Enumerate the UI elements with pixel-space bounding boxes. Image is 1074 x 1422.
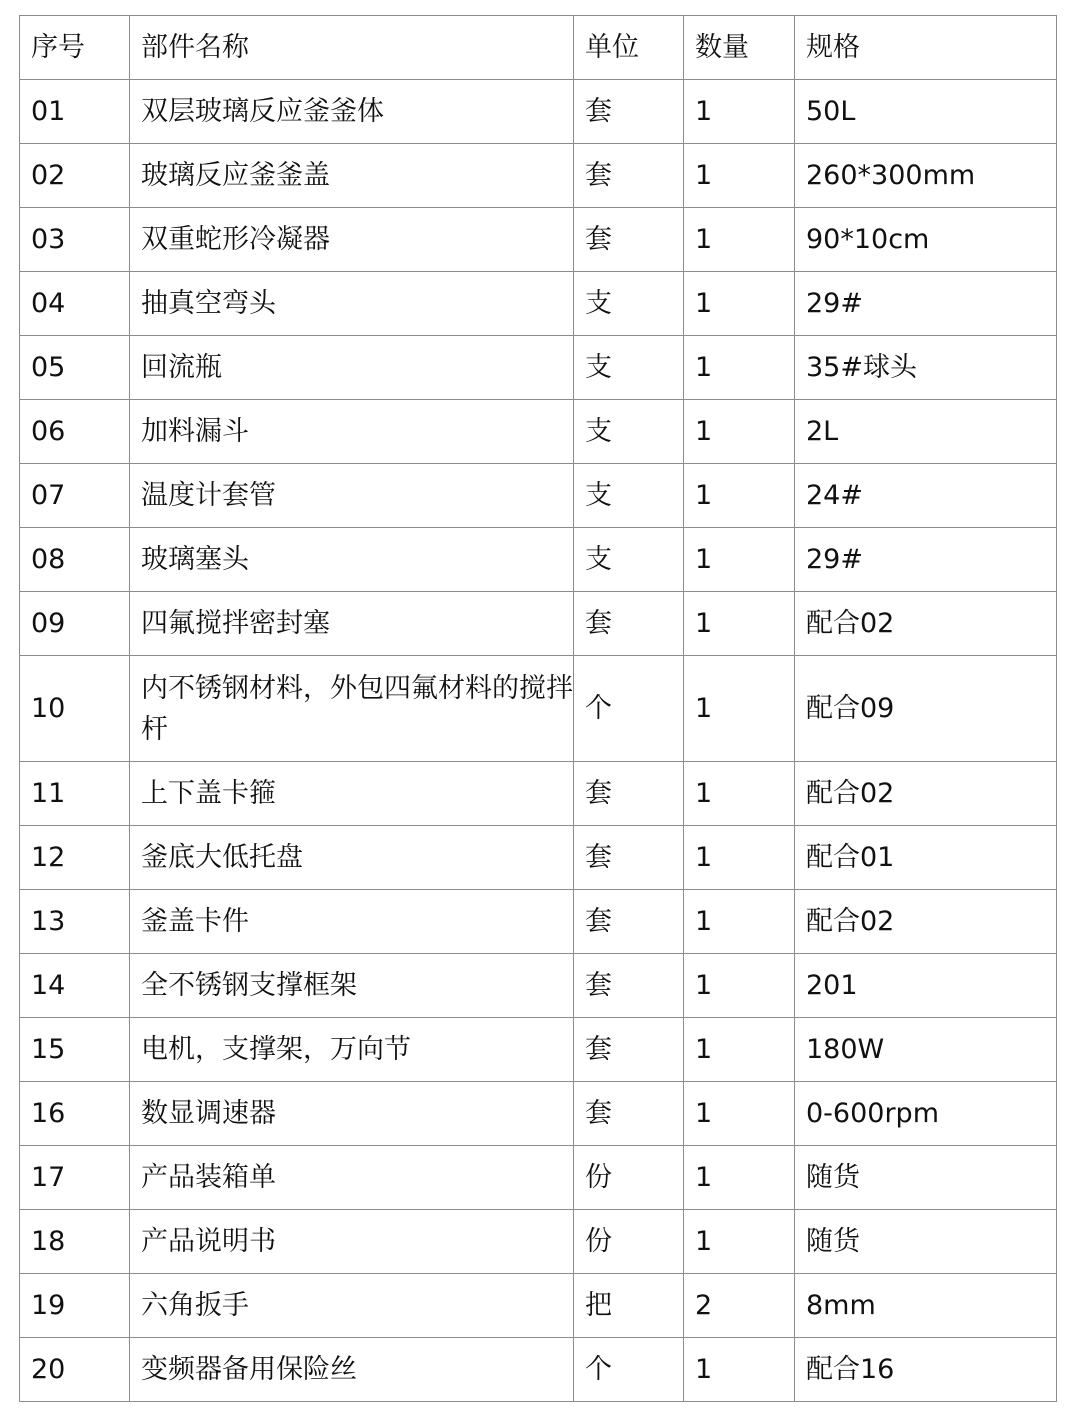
cell-no: 03 xyxy=(20,208,130,272)
cell-name: 内不锈钢材料，外包四氟材料的搅拌杆 xyxy=(130,656,574,762)
cell-no: 14 xyxy=(20,954,130,1018)
cell-no: 18 xyxy=(20,1210,130,1274)
cell-no: 01 xyxy=(20,80,130,144)
cell-no: 06 xyxy=(20,400,130,464)
cell-unit: 把 xyxy=(574,1274,684,1338)
cell-unit: 套 xyxy=(574,208,684,272)
cell-name: 四氟搅拌密封塞 xyxy=(130,592,574,656)
cell-unit: 支 xyxy=(574,528,684,592)
cell-unit: 支 xyxy=(574,464,684,528)
cell-unit: 份 xyxy=(574,1146,684,1210)
header-cell-qty: 数量 xyxy=(684,16,795,80)
cell-name: 温度计套管 xyxy=(130,464,574,528)
cell-spec: 50L xyxy=(795,80,1057,144)
cell-spec: 24# xyxy=(795,464,1057,528)
table-row xyxy=(20,954,1057,1018)
cell-qty: 2 xyxy=(684,1274,795,1338)
table-row xyxy=(20,1274,1057,1338)
cell-spec: 配合02 xyxy=(795,762,1057,826)
cell-name: 玻璃反应釜釜盖 xyxy=(130,144,574,208)
cell-name: 产品说明书 xyxy=(130,1210,574,1274)
cell-name: 加料漏斗 xyxy=(130,400,574,464)
table-header-row xyxy=(20,16,1057,80)
cell-spec: 35#球头 xyxy=(795,336,1057,400)
cell-unit: 套 xyxy=(574,1082,684,1146)
cell-qty: 1 xyxy=(684,528,795,592)
table-row xyxy=(20,528,1057,592)
table-row xyxy=(20,144,1057,208)
cell-qty: 1 xyxy=(684,144,795,208)
cell-unit: 套 xyxy=(574,954,684,1018)
cell-spec: 29# xyxy=(795,528,1057,592)
cell-unit: 套 xyxy=(574,762,684,826)
parts-list-table xyxy=(19,15,1057,1402)
cell-name: 釜底大低托盘 xyxy=(130,826,574,890)
cell-no: 15 xyxy=(20,1018,130,1082)
cell-spec: 配合02 xyxy=(795,592,1057,656)
table-row xyxy=(20,1338,1057,1402)
cell-spec: 配合01 xyxy=(795,826,1057,890)
cell-no: 04 xyxy=(20,272,130,336)
cell-qty: 1 xyxy=(684,272,795,336)
table-row xyxy=(20,826,1057,890)
cell-spec: 随货 xyxy=(795,1146,1057,1210)
table-row xyxy=(20,1018,1057,1082)
cell-name: 玻璃塞头 xyxy=(130,528,574,592)
cell-spec: 180W xyxy=(795,1018,1057,1082)
cell-qty: 1 xyxy=(684,464,795,528)
cell-no: 16 xyxy=(20,1082,130,1146)
cell-qty: 1 xyxy=(684,400,795,464)
cell-no: 09 xyxy=(20,592,130,656)
cell-name: 数显调速器 xyxy=(130,1082,574,1146)
cell-no: 17 xyxy=(20,1146,130,1210)
cell-unit: 份 xyxy=(574,1210,684,1274)
cell-name: 上下盖卡箍 xyxy=(130,762,574,826)
cell-qty: 1 xyxy=(684,890,795,954)
cell-spec: 随货 xyxy=(795,1210,1057,1274)
cell-qty: 1 xyxy=(684,592,795,656)
table-row xyxy=(20,656,1057,762)
cell-no: 10 xyxy=(20,656,130,762)
cell-name: 双层玻璃反应釜釜体 xyxy=(130,80,574,144)
cell-no: 05 xyxy=(20,336,130,400)
cell-unit: 套 xyxy=(574,826,684,890)
parts-table-body xyxy=(20,16,1057,1402)
cell-qty: 1 xyxy=(684,1210,795,1274)
cell-qty: 1 xyxy=(684,656,795,762)
cell-name: 回流瓶 xyxy=(130,336,574,400)
table-row xyxy=(20,890,1057,954)
cell-qty: 1 xyxy=(684,336,795,400)
cell-qty: 1 xyxy=(684,1018,795,1082)
cell-spec: 29# xyxy=(795,272,1057,336)
header-cell-name: 部件名称 xyxy=(130,16,574,80)
cell-unit: 套 xyxy=(574,890,684,954)
cell-unit: 支 xyxy=(574,400,684,464)
cell-unit: 支 xyxy=(574,272,684,336)
cell-unit: 套 xyxy=(574,592,684,656)
cell-qty: 1 xyxy=(684,762,795,826)
table-row xyxy=(20,1082,1057,1146)
table-row xyxy=(20,1210,1057,1274)
cell-unit: 个 xyxy=(574,656,684,762)
cell-qty: 1 xyxy=(684,954,795,1018)
cell-name: 六角扳手 xyxy=(130,1274,574,1338)
cell-no: 20 xyxy=(20,1338,130,1402)
header-cell-no: 序号 xyxy=(20,16,130,80)
cell-unit: 套 xyxy=(574,144,684,208)
table-row xyxy=(20,272,1057,336)
cell-name: 釜盖卡件 xyxy=(130,890,574,954)
cell-no: 12 xyxy=(20,826,130,890)
cell-name: 变频器备用保险丝 xyxy=(130,1338,574,1402)
header-cell-unit: 单位 xyxy=(574,16,684,80)
cell-name: 产品装箱单 xyxy=(130,1146,574,1210)
cell-no: 02 xyxy=(20,144,130,208)
cell-no: 11 xyxy=(20,762,130,826)
cell-spec: 0-600rpm xyxy=(795,1082,1057,1146)
cell-spec: 201 xyxy=(795,954,1057,1018)
cell-spec: 8mm xyxy=(795,1274,1057,1338)
cell-name: 双重蛇形冷凝器 xyxy=(130,208,574,272)
table-row xyxy=(20,400,1057,464)
cell-name: 电机，支撑架，万向节 xyxy=(130,1018,574,1082)
table-row xyxy=(20,80,1057,144)
table-row xyxy=(20,592,1057,656)
table-row xyxy=(20,1146,1057,1210)
table-row xyxy=(20,336,1057,400)
table-row xyxy=(20,464,1057,528)
cell-qty: 1 xyxy=(684,826,795,890)
cell-spec: 2L xyxy=(795,400,1057,464)
cell-qty: 1 xyxy=(684,1146,795,1210)
cell-spec: 配合02 xyxy=(795,890,1057,954)
header-cell-spec: 规格 xyxy=(795,16,1057,80)
cell-qty: 1 xyxy=(684,1338,795,1402)
cell-no: 13 xyxy=(20,890,130,954)
cell-unit: 支 xyxy=(574,336,684,400)
cell-qty: 1 xyxy=(684,80,795,144)
cell-no: 19 xyxy=(20,1274,130,1338)
cell-qty: 1 xyxy=(684,1082,795,1146)
cell-spec: 配合09 xyxy=(795,656,1057,762)
cell-unit: 套 xyxy=(574,1018,684,1082)
cell-spec: 260*300mm xyxy=(795,144,1057,208)
cell-no: 08 xyxy=(20,528,130,592)
cell-name: 抽真空弯头 xyxy=(130,272,574,336)
cell-spec: 配合16 xyxy=(795,1338,1057,1402)
table-row xyxy=(20,762,1057,826)
cell-unit: 个 xyxy=(574,1338,684,1402)
cell-no: 07 xyxy=(20,464,130,528)
cell-qty: 1 xyxy=(684,208,795,272)
cell-name: 全不锈钢支撑框架 xyxy=(130,954,574,1018)
cell-spec: 90*10cm xyxy=(795,208,1057,272)
cell-unit: 套 xyxy=(574,80,684,144)
table-row xyxy=(20,208,1057,272)
